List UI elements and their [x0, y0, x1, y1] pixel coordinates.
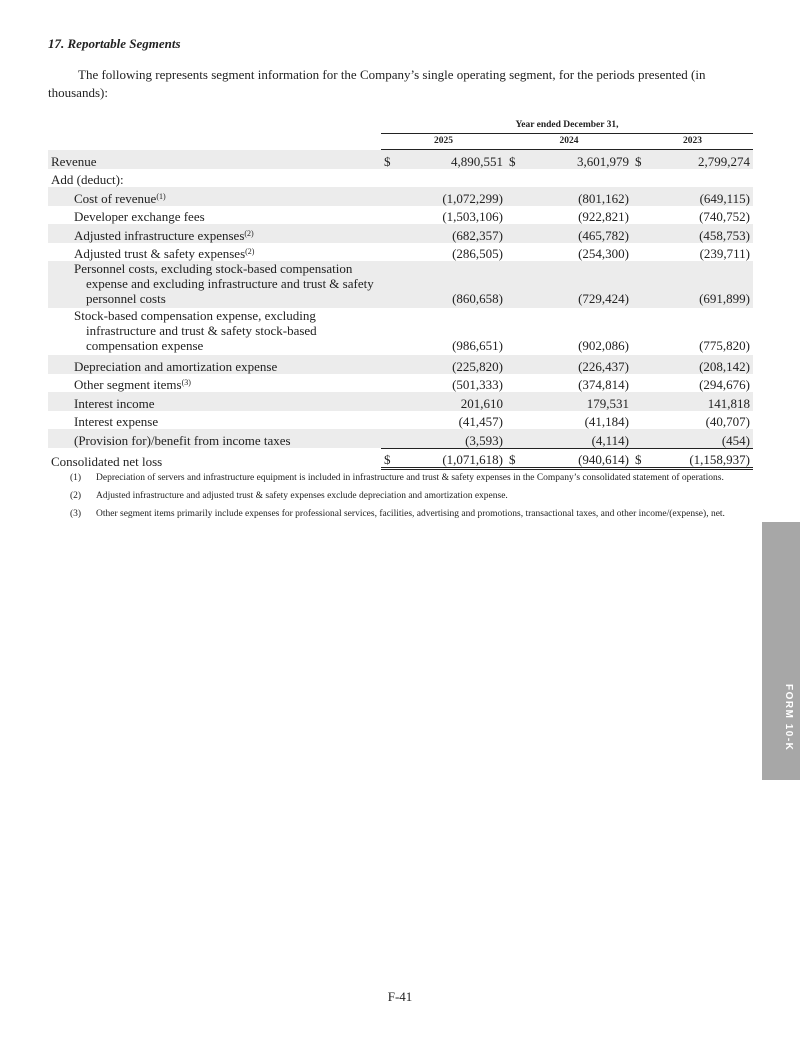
currency-symbol — [506, 206, 528, 225]
row-label-text: Revenue — [51, 153, 97, 169]
currency-symbol — [506, 261, 528, 308]
table-row — [48, 448, 753, 469]
segment-table — [48, 118, 753, 470]
currency-symbol — [632, 261, 654, 308]
footnote-ref: (2) — [244, 228, 254, 238]
cell-value-2025: 4,890,551 — [403, 150, 506, 169]
row-label-line: infrastructure and trust & safety stock-based — [86, 323, 317, 338]
cell-value-2024: (801,162) — [528, 187, 632, 206]
cell-value-2023: (775,820) — [699, 338, 750, 353]
footnote — [70, 508, 750, 521]
currency-symbol: $ — [632, 448, 654, 469]
header-spacer — [48, 118, 381, 134]
cell-value-2025: (286,505) — [452, 246, 503, 261]
cell-value-2025 — [403, 169, 506, 188]
row-label-line: Personnel costs, excluding stock-based compensation — [74, 261, 353, 276]
currency-symbol — [506, 411, 528, 430]
currency-symbol — [632, 224, 654, 243]
footnote-mark: (2) — [70, 491, 82, 501]
row-label-text: Cost of revenue — [74, 190, 157, 206]
currency-symbol: $ — [381, 448, 403, 469]
cell-value-2023: 2,799,274 — [654, 150, 753, 169]
cell-value-2024: (41,184) — [584, 414, 629, 429]
footnote-text: Other segment items primarily include expenses for professional services, facilities, advertising and promotions, transactional taxes, and other income/(expense), net. — [96, 509, 725, 519]
currency-symbol — [632, 411, 654, 430]
currency-symbol — [632, 429, 654, 448]
currency-symbol: $ — [506, 448, 528, 469]
period-header: Year ended December 31, — [381, 118, 753, 134]
row-label — [48, 150, 381, 169]
row-label-text: Interest expense — [74, 414, 159, 429]
header-spacer — [48, 134, 381, 150]
row-label — [48, 224, 381, 243]
cell-value-2025: (986,651) — [452, 338, 503, 353]
currency-symbol — [632, 355, 654, 374]
footnote — [70, 472, 750, 485]
footnotes — [70, 472, 750, 526]
cell-value-2023 — [654, 169, 753, 188]
row-label-text: Adjusted trust & safety expenses — [74, 246, 246, 261]
currency-symbol: $ — [632, 150, 654, 169]
currency-symbol — [381, 411, 403, 430]
currency-symbol — [506, 308, 528, 355]
currency-symbol — [506, 392, 528, 411]
cell-value-2025: (225,820) — [403, 355, 506, 374]
cell-value-2023: (239,711) — [699, 246, 750, 261]
row-label — [48, 261, 381, 308]
footnote-mark: (1) — [70, 473, 82, 483]
table-row — [48, 206, 753, 225]
currency-symbol — [632, 308, 654, 355]
currency-symbol — [381, 308, 403, 355]
currency-symbol — [632, 206, 654, 225]
currency-symbol — [381, 187, 403, 206]
table-row — [48, 392, 753, 411]
table-row — [48, 261, 753, 308]
currency-symbol — [381, 243, 403, 262]
year-header-2024: 2024 — [506, 134, 632, 150]
cell-value-2023: (1,158,937) — [654, 448, 753, 469]
cell-value-2024: (922,821) — [578, 209, 629, 224]
row-label-text: Developer exchange fees — [74, 209, 205, 224]
cell-value-2025: 201,610 — [403, 392, 506, 411]
currency-symbol — [381, 374, 403, 393]
footnote — [70, 490, 750, 503]
row-label-text: (Provision for)/benefit from income taxes — [74, 433, 291, 448]
cell-value-2024: (940,614) — [528, 448, 632, 469]
cell-value-2025: (1,072,299) — [403, 187, 506, 206]
currency-symbol — [506, 169, 528, 188]
row-label — [48, 411, 381, 430]
cell-value-2023: (691,899) — [654, 261, 753, 308]
footnote-mark: (3) — [70, 509, 82, 519]
footnote-ref: (1) — [156, 191, 166, 201]
table-row — [48, 243, 753, 262]
currency-symbol — [381, 392, 403, 411]
currency-symbol — [381, 206, 403, 225]
row-label-text: Add (deduct): — [51, 172, 124, 187]
footnote-ref: (3) — [181, 378, 191, 387]
table-row — [48, 224, 753, 243]
currency-symbol — [381, 429, 403, 448]
currency-symbol — [632, 243, 654, 262]
row-label-text: Consolidated net loss — [51, 453, 163, 469]
cell-value-2024: (465,782) — [528, 224, 632, 243]
row-label — [48, 429, 381, 448]
cell-value-2025: (41,457) — [458, 414, 503, 429]
row-label-line: Stock-based compensation expense, excluding — [74, 308, 316, 323]
cell-value-2025: (501,333) — [452, 377, 503, 392]
currency-symbol — [381, 355, 403, 374]
table-row — [48, 308, 753, 355]
year-header-2025: 2025 — [381, 134, 506, 150]
currency-symbol — [381, 224, 403, 243]
footnote-text: Adjusted infrastructure and adjusted trust & safety expenses exclude depreciation and amortization expense. — [96, 491, 508, 501]
table-row — [48, 411, 753, 430]
cell-value-2024: 179,531 — [528, 392, 632, 411]
row-label — [48, 355, 381, 374]
cell-value-2023: (458,753) — [654, 224, 753, 243]
table-row — [48, 429, 753, 448]
row-label-text: Depreciation and amortization expense — [74, 358, 278, 374]
footnote-ref: (2) — [245, 247, 255, 256]
section-title: 17. Reportable Segments — [48, 36, 181, 51]
cell-value-2023: (40,707) — [705, 414, 750, 429]
table-row — [48, 187, 753, 206]
year-header-2023: 2023 — [632, 134, 753, 150]
currency-symbol — [506, 243, 528, 262]
cell-value-2023: (208,142) — [654, 355, 753, 374]
cell-value-2025: (682,357) — [403, 224, 506, 243]
cell-value-2023: (740,752) — [699, 209, 750, 224]
row-label-line: personnel costs — [86, 291, 166, 306]
table-row — [48, 150, 753, 169]
cell-value-2024: (226,437) — [528, 355, 632, 374]
row-label — [48, 243, 381, 262]
cell-value-2024: (254,300) — [578, 246, 629, 261]
currency-symbol: $ — [506, 150, 528, 169]
table-row — [48, 374, 753, 393]
currency-symbol — [506, 429, 528, 448]
currency-symbol — [632, 187, 654, 206]
cell-value-2025: (1,503,106) — [442, 209, 503, 224]
currency-symbol — [506, 187, 528, 206]
cell-value-2024: (902,086) — [578, 338, 629, 353]
row-label-text: Interest income — [74, 395, 155, 411]
side-tab-label: FORM 10-K — [783, 684, 794, 752]
row-label — [48, 308, 381, 355]
currency-symbol — [381, 261, 403, 308]
row-label — [48, 169, 381, 188]
cell-value-2023: (454) — [654, 429, 753, 448]
form-10k-side-tab — [762, 522, 800, 780]
row-label — [48, 206, 381, 225]
row-label — [48, 392, 381, 411]
currency-symbol — [506, 224, 528, 243]
cell-value-2024: (729,424) — [528, 261, 632, 308]
row-label-text: Other segment items — [74, 377, 182, 392]
cell-value-2023: (294,676) — [699, 377, 750, 392]
row-label — [48, 374, 381, 393]
cell-value-2024: (374,814) — [578, 377, 629, 392]
currency-symbol: $ — [381, 150, 403, 169]
cell-value-2023: 141,818 — [654, 392, 753, 411]
row-label-line: compensation expense — [86, 338, 204, 353]
footnote-text: Depreciation of servers and infrastructure equipment is included in infrastructure and trust & safety expenses in the Company’s consolidated statement of operations. — [96, 473, 724, 483]
row-label-line: expense and excluding infrastructure and trust & safety — [86, 276, 374, 291]
currency-symbol — [632, 392, 654, 411]
currency-symbol — [632, 374, 654, 393]
cell-value-2024: 3,601,979 — [528, 150, 632, 169]
cell-value-2024: (4,114) — [528, 429, 632, 448]
page-number: F-41 — [387, 989, 413, 1004]
intro-paragraph: The following represents segment information for the Company’s single operating segment, for the periods presented (in thousands): — [48, 67, 706, 100]
row-label — [48, 187, 381, 206]
cell-value-2023: (649,115) — [654, 187, 753, 206]
table-row — [48, 355, 753, 374]
currency-symbol — [632, 169, 654, 188]
currency-symbol — [506, 355, 528, 374]
table-row — [48, 169, 753, 188]
row-label-text: Adjusted infrastructure expenses — [74, 227, 245, 243]
cell-value-2025: (860,658) — [403, 261, 506, 308]
cell-value-2025: (1,071,618) — [403, 448, 506, 469]
cell-value-2025: (3,593) — [403, 429, 506, 448]
currency-symbol — [381, 169, 403, 188]
currency-symbol — [506, 374, 528, 393]
row-label — [48, 448, 381, 469]
cell-value-2024 — [528, 169, 632, 188]
